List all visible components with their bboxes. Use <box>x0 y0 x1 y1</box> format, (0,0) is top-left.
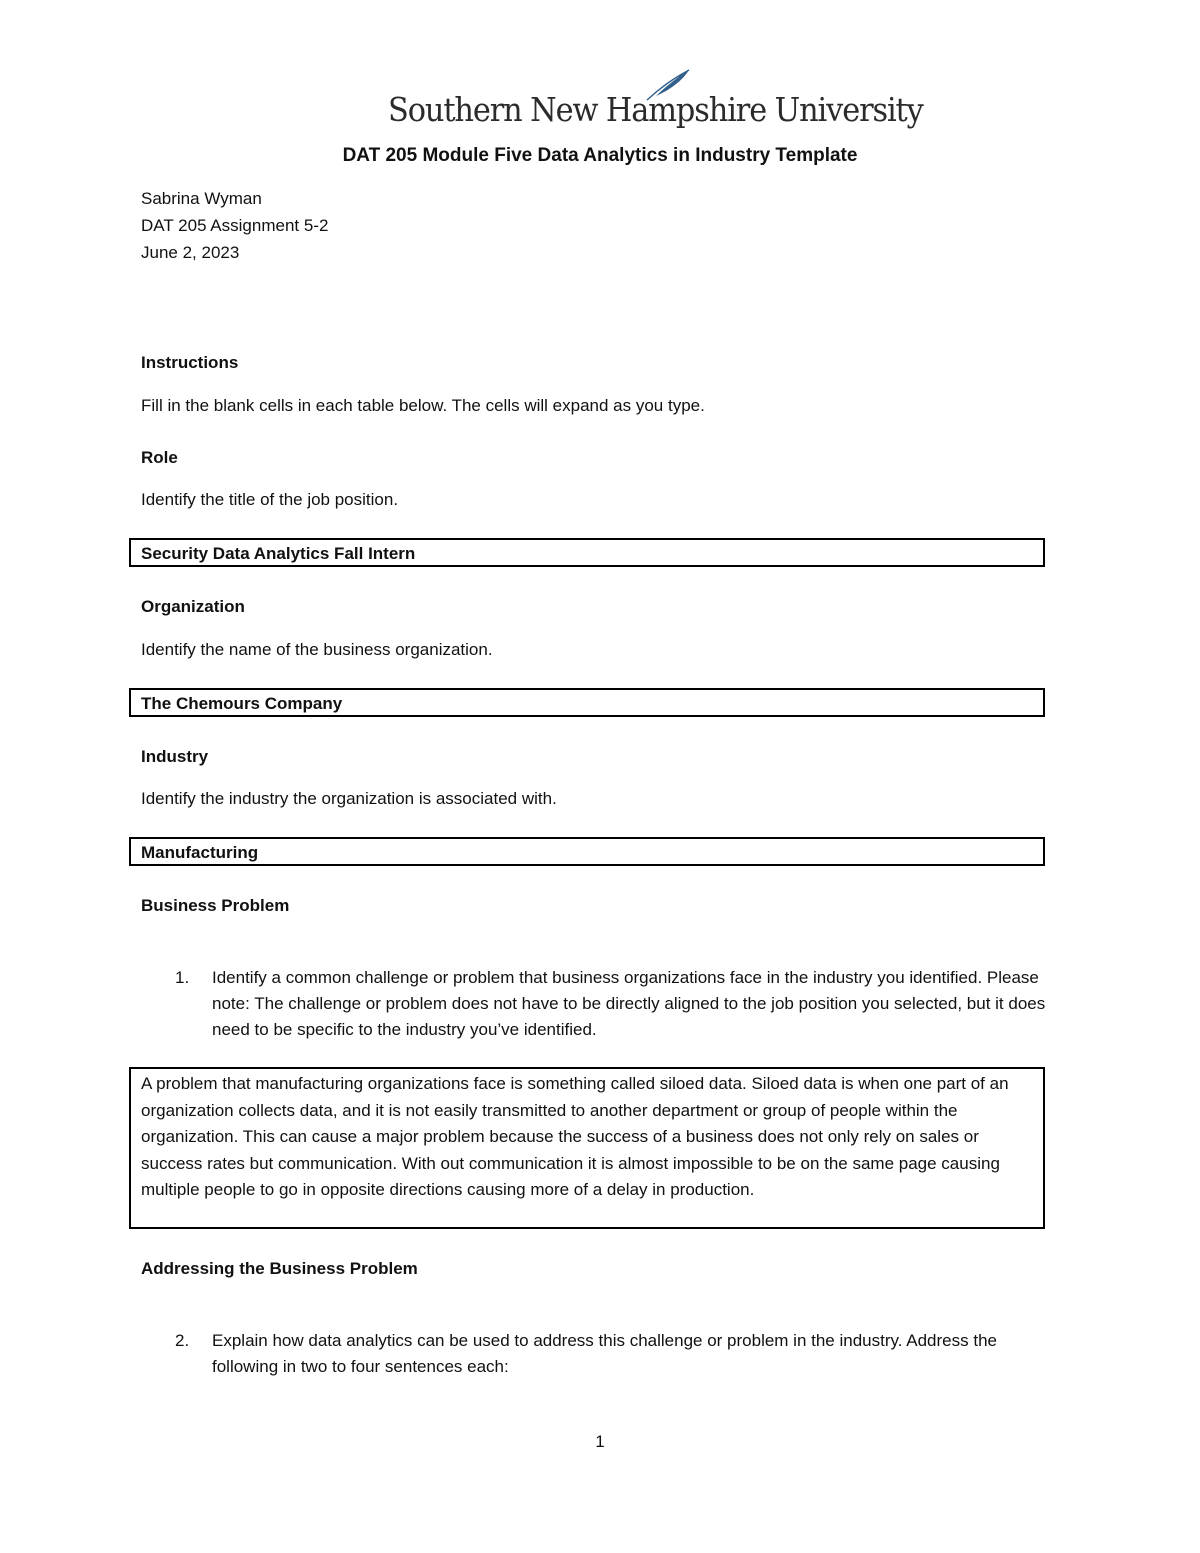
document-title: DAT 205 Module Five Data Analytics in Industry Template <box>342 145 858 166</box>
instructions-heading: Instructions <box>141 353 239 372</box>
submission-date: June 2, 2023 <box>141 243 240 262</box>
role-answer-cell[interactable]: Security Data Analytics Fall Intern <box>129 538 1045 567</box>
industry-prompt: Identify the industry the organization is associated with. <box>141 789 557 808</box>
assignment-name: DAT 205 Assignment 5-2 <box>141 216 329 235</box>
list-item-number: 1. <box>175 968 190 987</box>
organization-prompt: Identify the name of the business organization. <box>141 640 493 659</box>
university-logo <box>388 68 923 138</box>
role-heading: Role <box>141 448 178 467</box>
business-problem-heading: Business Problem <box>141 896 290 915</box>
author-name: Sabrina Wyman <box>141 189 262 208</box>
business-problem-question: Identify a common challenge or problem that business organizations face in the industry you identified. Please note: The challenge or problem does not have to be directly aligned to the job position you selected, but it does need to be specific to the industry you’ve identified. <box>212 968 1046 1039</box>
list-item-number: 2. <box>175 1331 190 1350</box>
list-item <box>141 965 1051 1045</box>
addressing-problem-heading: Addressing the Business Problem <box>141 1259 418 1278</box>
industry-heading: Industry <box>141 747 209 766</box>
organization-answer-cell[interactable]: The Chemours Company <box>129 688 1045 717</box>
industry-answer-cell[interactable]: Manufacturing <box>129 837 1045 866</box>
logo-wordmark: Southern New Hampshire University <box>388 90 923 129</box>
role-prompt: Identify the title of the job position. <box>141 490 399 509</box>
instructions-text: Fill in the blank cells in each table below. The cells will expand as you type. <box>141 396 705 415</box>
page-number: 1 <box>595 1432 605 1451</box>
list-item <box>141 1328 1051 1382</box>
organization-heading: Organization <box>141 597 245 616</box>
business-problem-answer-cell[interactable]: A problem that manufacturing organizations face is something called siloed data. Siloed data is when one part of an organization collects data, and it is not easily transmitted to another department or group of people within the organization. This can cause a major problem because the success of a business does not only rely on sales or success rates but communication. With out communication it is almost impossible to be on the same page causing multiple people to go in opposite directions causing more of a delay in production. <box>129 1067 1045 1229</box>
addressing-problem-question: Explain how data analytics can be used to address this challenge or problem in the industry. Address the following in two to four sentences each: <box>212 1331 997 1376</box>
